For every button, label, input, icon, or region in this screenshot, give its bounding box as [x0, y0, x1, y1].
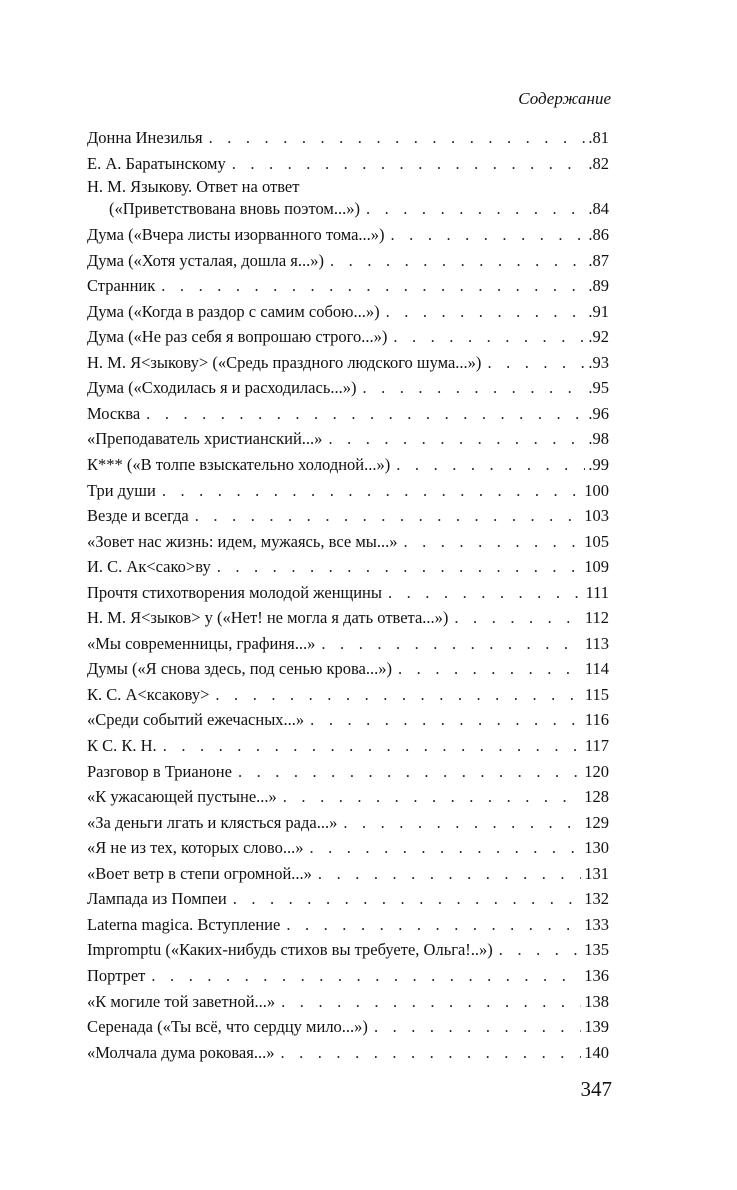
page-number: 347 — [580, 1077, 612, 1101]
leader-dots — [499, 937, 581, 963]
leader-dots — [393, 324, 585, 350]
toc-entry — [87, 631, 609, 657]
leader-dots — [330, 248, 585, 274]
toc-entry-page: .99 — [588, 455, 609, 475]
toc-entry — [87, 478, 609, 504]
leader-dots — [238, 759, 581, 785]
toc-entry — [87, 401, 609, 427]
toc-entry-title: «Молчала дума роковая...» — [87, 1042, 275, 1062]
toc-entry-title: Дума («Не раз себя я вопрошаю строго...») — [87, 327, 388, 347]
leader-dots — [195, 503, 581, 529]
toc-entry-page: 140 — [584, 1042, 609, 1062]
leader-dots — [343, 810, 581, 836]
toc-entry — [87, 707, 609, 733]
leader-dots — [310, 707, 582, 733]
toc-entry — [87, 784, 609, 810]
toc-entry-title: «К ужасающей пустыне...» — [87, 787, 277, 807]
toc-entry-title: К*** («В толпе взыскательно холодной...») — [87, 455, 391, 475]
toc-entry — [87, 580, 609, 606]
leader-dots — [374, 1014, 581, 1040]
toc-entry — [87, 452, 609, 478]
toc-entry-title: Донна Инезилья — [87, 128, 203, 147]
toc-entry-title: «Мы современницы, графиня...» — [87, 633, 316, 653]
toc-entry-page: 100 — [584, 480, 609, 500]
toc-entry-page: 111 — [585, 582, 609, 602]
toc-entry-page: 138 — [584, 991, 609, 1011]
toc-entry-title: Н. М. Языкову. Ответ на ответ — [87, 177, 300, 197]
leader-dots — [398, 656, 582, 682]
toc-entry — [87, 151, 609, 177]
toc-entry-title: К. С. А<ксакову> — [87, 684, 210, 704]
toc-entry-page: .87 — [588, 250, 609, 270]
toc-entry-page: 103 — [584, 506, 609, 526]
leader-dots — [280, 1040, 581, 1066]
toc-entry-page: .84 — [588, 199, 609, 219]
leader-dots — [403, 529, 581, 555]
toc-entry-page: 113 — [584, 633, 609, 653]
toc-entry-page: .92 — [588, 327, 609, 347]
toc-entry-page: 116 — [584, 710, 609, 730]
toc-entry — [87, 682, 609, 708]
toc-entry — [87, 176, 609, 222]
toc-entry-page: .89 — [588, 276, 609, 296]
toc-entry-page: 133 — [584, 914, 609, 934]
toc-entry-page: .95 — [588, 378, 609, 398]
toc-entry-page: .91 — [588, 301, 609, 321]
toc-entry — [87, 324, 609, 350]
leader-dots — [386, 299, 586, 325]
toc-entry-page: .82 — [588, 153, 609, 173]
toc-entry-page: 105 — [584, 531, 609, 551]
toc-entry — [87, 125, 609, 151]
toc-entry — [87, 375, 609, 401]
toc-entry — [87, 299, 609, 325]
running-header: Содержание — [518, 89, 611, 108]
toc-entry-title: Н. М. Я<зыков> у («Нет! не могла я дать ответа...») — [87, 608, 449, 628]
leader-dots — [162, 478, 581, 504]
toc-entry — [87, 273, 609, 299]
toc-entry-page: 132 — [584, 889, 609, 909]
leader-dots — [286, 912, 581, 938]
leader-dots — [232, 151, 586, 177]
toc-entry-page: 136 — [584, 965, 609, 985]
toc-entry-title: «Зовет нас жизнь: идем, мужаясь, все мы...» — [87, 531, 398, 551]
leader-dots — [233, 886, 582, 912]
toc-entry-title: Е. А. Баратынскому — [87, 153, 226, 173]
toc-entry-page: 130 — [584, 838, 609, 858]
toc-entry-page: .81 — [588, 128, 609, 147]
toc-entry-page: 128 — [584, 787, 609, 807]
toc-entry-title: «Преподаватель христианский...» — [87, 429, 323, 449]
toc-entry-title: Портрет — [87, 965, 146, 985]
toc-entry — [87, 861, 609, 887]
leader-dots — [391, 222, 586, 248]
leader-dots — [209, 125, 586, 151]
leader-dots — [362, 375, 585, 401]
toc-entry-title: И. С. Ак<сако>ву — [87, 557, 211, 577]
toc-entry — [87, 222, 609, 248]
toc-entry-title: Серенада («Ты всё, что сердцу мило...») — [87, 1017, 368, 1037]
leader-dots — [396, 452, 585, 478]
toc-entry-page: 139 — [584, 1017, 609, 1037]
toc-entry — [87, 656, 609, 682]
toc-entry — [87, 605, 609, 631]
toc-entry — [87, 1040, 609, 1066]
toc-entry-title: К С. К. Н. — [87, 736, 157, 756]
leader-dots — [487, 350, 585, 376]
leader-dots — [366, 197, 585, 220]
toc-entry — [87, 835, 609, 861]
toc-entry — [87, 886, 609, 912]
toc-entry-title: Прочтя стихотворения молодой женщины — [87, 582, 382, 602]
toc-entry — [87, 554, 609, 580]
leader-dots — [454, 605, 581, 631]
toc-entry-page: 135 — [584, 940, 609, 960]
toc-entry-title: Странник — [87, 276, 156, 296]
leader-dots — [321, 631, 581, 657]
leader-dots — [163, 733, 582, 759]
toc-entry-page: .86 — [588, 225, 609, 245]
toc-entry-title: Лампада из Помпеи — [87, 889, 227, 909]
toc-entry-title: Разговор в Трианоне — [87, 761, 232, 781]
leader-dots — [318, 861, 581, 887]
toc-entry — [87, 810, 609, 836]
toc-entry — [87, 912, 609, 938]
toc-entry-title: «Я не из тех, которых слово...» — [87, 838, 304, 858]
leader-dots — [151, 963, 581, 989]
toc-entry — [87, 529, 609, 555]
toc-entry-page: 109 — [584, 557, 609, 577]
toc-entry — [87, 426, 609, 452]
toc-entry-title: Дума («Хотя усталая, дошла я...») — [87, 250, 325, 270]
toc-entry-title: Везде и всегда — [87, 506, 189, 526]
toc-entry-title: Думы («Я снова здесь, под сенью крова...») — [87, 659, 393, 679]
toc-entry — [87, 759, 609, 785]
toc-entry-title: Три души — [87, 480, 156, 500]
toc-entry — [87, 350, 609, 376]
toc-entry-title: Н. М. Я<зыкову> («Средь праздного людского шума...») — [87, 352, 482, 372]
toc-entry-page: 131 — [584, 863, 609, 883]
toc-entry-title: Москва — [87, 403, 141, 423]
toc-entry-title: Дума («Сходилась я и расходилась...») — [87, 378, 357, 398]
toc-entry-page: 114 — [584, 659, 609, 679]
toc-entry — [87, 937, 609, 963]
leader-dots — [215, 682, 581, 708]
toc-entry-page: .93 — [588, 352, 609, 372]
toc-entry — [87, 503, 609, 529]
leader-dots — [283, 784, 581, 810]
toc-entry-title-continuation: («Приветствована вновь поэтом...») — [109, 199, 360, 219]
leader-dots — [309, 835, 581, 861]
toc-entry-page: 120 — [584, 761, 609, 781]
toc-entry-title: Impromptu («Каких-нибудь стихов вы требуете, Ольга!..») — [87, 940, 493, 960]
toc-entry — [87, 733, 609, 759]
leader-dots — [217, 554, 582, 580]
toc-entry-title: «Среди событий ежечасных...» — [87, 710, 305, 730]
toc-entry — [87, 989, 609, 1015]
table-of-contents — [87, 125, 609, 1065]
toc-entry-title: Дума («Вчера листы изорванного тома...») — [87, 225, 385, 245]
toc-entry — [87, 963, 609, 989]
toc-entry-page: 117 — [584, 736, 609, 756]
toc-entry-page: 129 — [584, 812, 609, 832]
leader-dots — [388, 580, 582, 606]
toc-entry-title: Дума («Когда в раздор с самим собою...») — [87, 301, 380, 321]
toc-entry-page: .98 — [588, 429, 609, 449]
toc-entry — [87, 1014, 609, 1040]
leader-dots — [146, 401, 585, 427]
toc-entry-title: Laterna magica. Вступление — [87, 914, 281, 934]
toc-entry — [87, 248, 609, 274]
leader-dots — [281, 989, 581, 1015]
toc-entry-title: «За деньги лгать и клясться рада...» — [87, 812, 338, 832]
toc-entry-title: «Воет ветр в степи огромной...» — [87, 863, 312, 883]
leader-dots — [328, 426, 585, 452]
toc-entry-page: .96 — [588, 403, 609, 423]
toc-entry-page: 115 — [584, 684, 609, 704]
leader-dots — [161, 273, 585, 299]
toc-entry-title: «К могиле той заветной...» — [87, 991, 276, 1011]
toc-entry-page: 112 — [584, 608, 609, 628]
